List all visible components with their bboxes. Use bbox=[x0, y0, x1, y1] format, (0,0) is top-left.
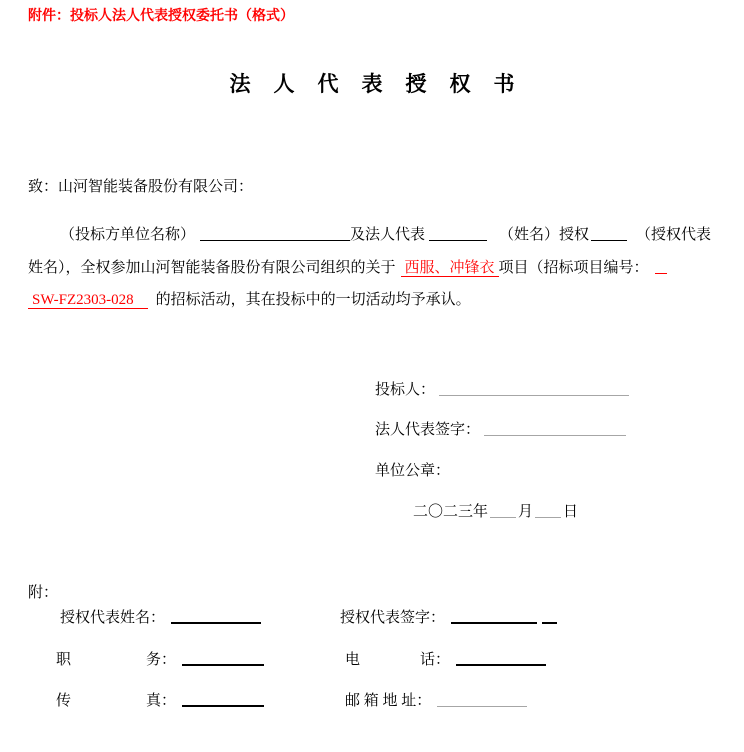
date-month-text: 月 bbox=[518, 504, 534, 520]
blank-legal-rep-name bbox=[429, 226, 487, 241]
fax-field bbox=[56, 689, 264, 710]
blank-authorized-rep bbox=[591, 226, 627, 241]
blank-rep-sign-extra bbox=[542, 608, 557, 624]
signature-legal-rep-row bbox=[375, 418, 626, 439]
body-line-2 bbox=[28, 256, 667, 277]
rep-name-field bbox=[60, 606, 261, 627]
project-code-red-underlined: SW-FZ2303-028 bbox=[28, 292, 148, 309]
salutation-line: 致：山河智能装备股份有限公司： bbox=[28, 179, 254, 195]
date-year-text: 二〇二三年 bbox=[413, 504, 489, 520]
body-text-project-number-label: 项目（招标项目编号： bbox=[498, 260, 649, 276]
blank-bidder bbox=[439, 381, 629, 396]
seal-label: 单位公章： bbox=[375, 463, 451, 479]
blank-month bbox=[490, 503, 516, 518]
blank-legal-rep-sign bbox=[484, 421, 626, 436]
rep-sign-label: 授权代表签字： bbox=[340, 610, 446, 626]
body-line-1 bbox=[60, 223, 711, 244]
body-line-3 bbox=[28, 288, 471, 309]
rep-sign-field bbox=[340, 606, 557, 627]
position-field bbox=[56, 648, 264, 669]
blank-phone bbox=[456, 650, 546, 666]
blank-rep-name bbox=[171, 608, 261, 624]
legal-rep-sign-label: 法人代表签字： bbox=[375, 422, 481, 438]
appendix-row-3 bbox=[0, 689, 744, 752]
blank-rep-sign bbox=[451, 608, 537, 624]
project-name-red-underlined: 西服、冲锋衣 bbox=[401, 260, 499, 277]
body-text-authorized-rep-hint: （授权代表 bbox=[636, 227, 712, 243]
body-text-name-authorize: （姓名）授权 bbox=[499, 227, 590, 243]
blank-company-name bbox=[200, 226, 350, 241]
signature-bidder-row bbox=[375, 378, 629, 399]
blank-day bbox=[535, 503, 561, 518]
email-label: 邮 箱 地 址： bbox=[345, 693, 432, 709]
position-label: 职 务： bbox=[56, 652, 177, 668]
signature-seal-row bbox=[375, 459, 450, 480]
appendix-label: 附： bbox=[28, 585, 59, 601]
date-day-text: 日 bbox=[563, 504, 579, 520]
body-text-acknowledge: 的招标活动，其在投标中的一切活动均予承认。 bbox=[155, 292, 471, 308]
blank-project-number-red bbox=[655, 259, 667, 274]
blank-fax bbox=[182, 691, 264, 707]
body-text-company-name-hint: （投标方单位名称） bbox=[60, 227, 196, 243]
rep-name-label: 授权代表姓名： bbox=[60, 610, 166, 626]
phone-label: 电 话： bbox=[345, 652, 451, 668]
blank-email bbox=[437, 692, 527, 707]
body-text-legal-rep: 及法人代表 bbox=[350, 227, 426, 243]
document-title: 法人代表授权书 bbox=[229, 72, 538, 96]
blank-position bbox=[182, 650, 264, 666]
phone-field bbox=[345, 648, 546, 669]
signature-date-row bbox=[413, 500, 578, 521]
body-text-participate: 姓名），全权参加山河智能装备股份有限公司组织的关于 bbox=[28, 260, 396, 276]
bidder-label: 投标人： bbox=[375, 382, 436, 398]
fax-label: 传 真： bbox=[56, 693, 177, 709]
attachment-note: 附件：投标人法人代表授权委托书（格式） bbox=[28, 9, 294, 24]
email-field bbox=[345, 689, 527, 710]
